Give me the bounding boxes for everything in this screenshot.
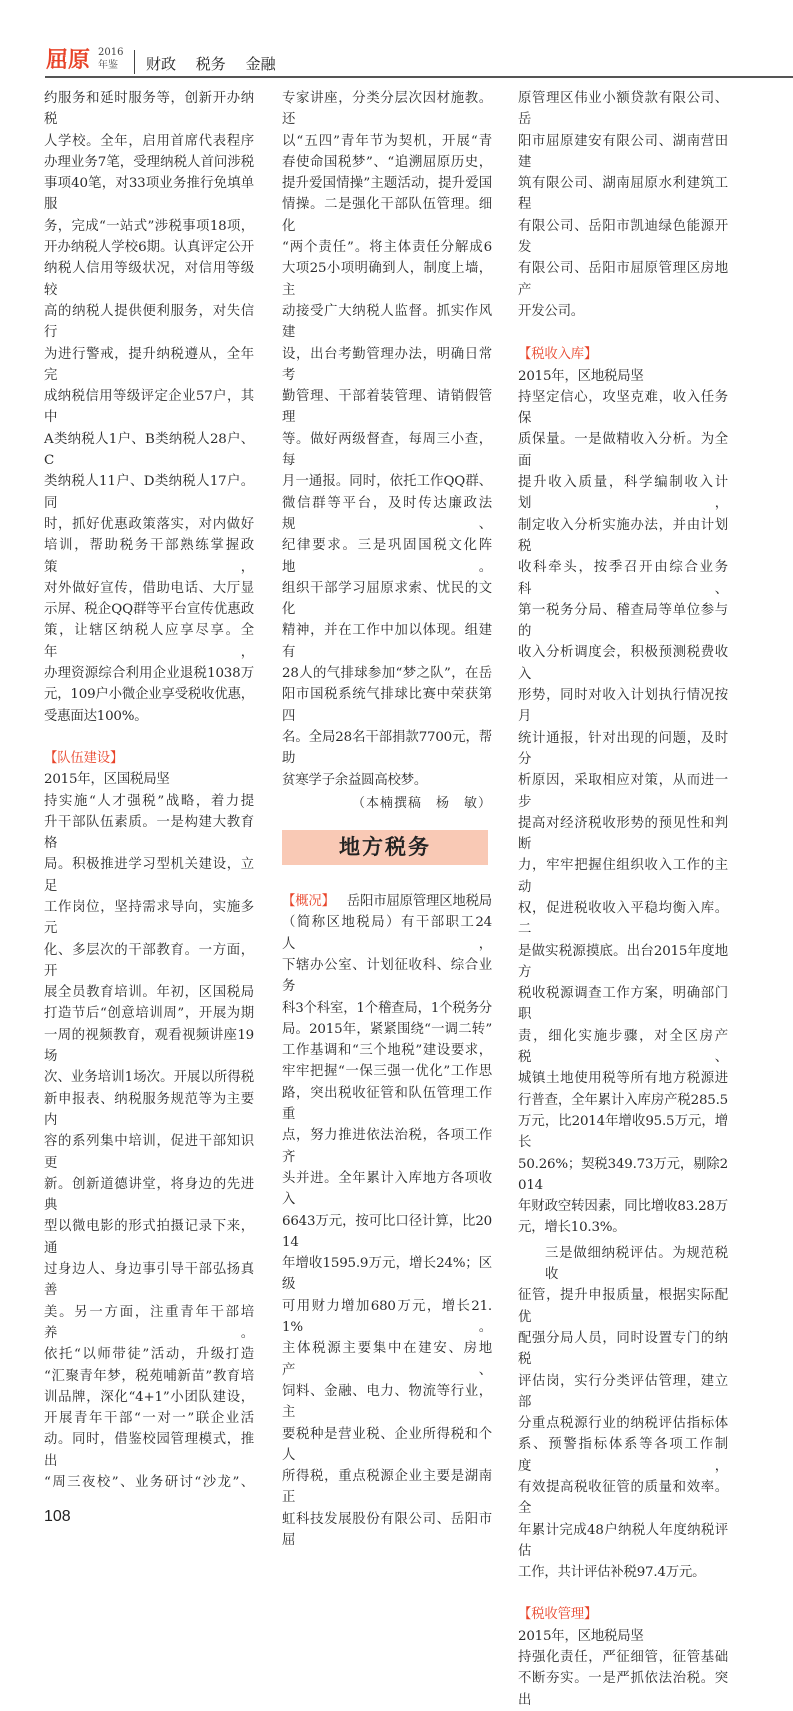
text-line — [282, 131, 492, 152]
line-text: 工作基调和“三个地税”建设要求， — [282, 1043, 492, 1059]
text-line — [282, 173, 492, 194]
line-text: 情操。二是强化干部队伍管理。细化 — [282, 197, 492, 234]
line-text: 为进行警戒，提升纳税遵从，全年完 — [44, 346, 254, 383]
line-text: 办理资源综合利用企业退税1038万 — [44, 666, 254, 682]
text-line — [282, 344, 492, 387]
line-text: 城镇土地使用税等所有地方税源进 — [518, 1071, 728, 1087]
line-text: 打造节后“创意培训周”，开展为期 — [44, 1006, 254, 1022]
text-line — [44, 1429, 254, 1472]
line-text: 点，努力推进依法治税，各项工作齐 — [282, 1128, 492, 1165]
line-text: 纪律要求。三是巩固国税文化阵地。 — [282, 538, 492, 575]
line-text: 有限公司、岳阳市凯迪绿色能源开发 — [518, 218, 728, 256]
text-line — [282, 386, 492, 429]
text-line — [282, 535, 492, 578]
line-text: 制定收入分析实施办法，并由计划税 — [518, 517, 728, 554]
text-line — [518, 685, 728, 728]
line-text: 有限公司、岳阳市屈原管理区房地产 — [518, 261, 728, 298]
text-line — [44, 1472, 254, 1493]
line-text: 元，增长10.3%。 — [518, 1220, 626, 1236]
line-text: 次、业务培训1场次。开展以所得税 — [44, 1070, 254, 1086]
line-text: 2015年，区国税局坚 — [44, 772, 170, 788]
line-text: 评估岗，实行分类评估管理，建立部 — [518, 1373, 728, 1410]
page-number: 108 — [44, 1508, 71, 1526]
logo-text: 屈原 — [46, 48, 91, 73]
text-line — [44, 854, 254, 897]
line-text: 事项40笔，对33项业务推行免填单服 — [44, 176, 254, 213]
line-text: （简称区地税局）有干部职工24人， — [282, 915, 492, 952]
line-text: 岳阳市屈原管理区地税局 — [346, 894, 492, 910]
line-text: 6643万元，按可比口径计算，比2014 — [282, 1213, 492, 1250]
line-text: 工作，共计评估补税97.4万元。 — [518, 1565, 706, 1581]
text-line — [282, 663, 492, 684]
paragraph-tax-assessment — [518, 1243, 728, 1584]
line-text: 科3个科室，1个稽查局，1个税务分 — [282, 1000, 492, 1016]
text-line — [282, 301, 492, 344]
text-line — [282, 727, 492, 770]
line-text: 税收税源调查工作方案，明确部门职 — [518, 986, 728, 1023]
line-text: 微信群等平台，及时传达廉政法规、 — [282, 495, 492, 532]
line-text: 阳市国税系统气排球比赛中荣获第四 — [282, 687, 492, 724]
section-finance: 财政 — [146, 55, 177, 73]
text-line — [282, 471, 492, 492]
text-line — [282, 429, 492, 472]
line-text: 开办纳税人学校6期。认真评定公开 — [44, 240, 254, 256]
line-text: 策，让辖区纳税人应享尽享。全年， — [44, 623, 254, 660]
line-text: 升干部队伍素质。一是构建大教育格 — [44, 814, 254, 852]
line-text: 原管理区伟业小额贷款有限公司、岳 — [518, 91, 728, 128]
text-line — [518, 1090, 728, 1111]
text-line — [518, 1477, 728, 1520]
yearbook-logo — [46, 47, 124, 75]
text-line — [44, 940, 254, 983]
section-banking: 金融 — [245, 55, 276, 73]
text-line — [518, 600, 728, 643]
line-text: 不断夯实。一是严抓依法治税。突出 — [518, 1671, 728, 1708]
text-line — [518, 258, 728, 301]
line-text: 局。2015年，紧紧围绕“一调二转” — [282, 1021, 492, 1037]
line-text: 持强化责任，严征细管，征管基础 — [518, 1650, 728, 1666]
text-line — [44, 1408, 254, 1429]
line-text: 容的系列集中培训，促进干部知识更 — [44, 1134, 254, 1171]
paragraph-overview — [282, 891, 492, 1551]
line-text: 持坚定信心，攻坚克难，收入任务保 — [518, 389, 728, 427]
text-line — [44, 663, 254, 684]
paragraph-tax-management — [518, 1604, 728, 1710]
text-line — [282, 1040, 492, 1061]
text-line — [518, 813, 728, 856]
text-line — [44, 1387, 254, 1408]
line-text: 形势，同时对收入计划执行情况按月 — [518, 688, 728, 725]
paragraph-team-building — [44, 748, 254, 1493]
line-text: 28人的气排球参加“梦之队”，在岳 — [282, 666, 492, 682]
line-text: 贫寒学子余益圆高校梦。 — [282, 772, 428, 788]
text-line — [282, 1083, 492, 1126]
text-line — [518, 344, 728, 387]
text-line — [282, 1253, 492, 1296]
text-line — [282, 1338, 492, 1381]
text-line — [518, 728, 728, 771]
text-line — [282, 237, 492, 258]
line-text: 是做实税源摸底。出台2015年度地方 — [518, 943, 728, 980]
line-text: 提高对经济税收形势的预见性和判断 — [518, 815, 728, 853]
text-line — [282, 1509, 492, 1552]
column-2 — [282, 88, 492, 1551]
text-line — [44, 344, 254, 387]
text-line — [44, 535, 254, 578]
line-text: 春使命国税梦”、“追溯屈原历史， — [282, 154, 492, 170]
text-line — [44, 1025, 254, 1068]
text-line — [44, 216, 254, 237]
paragraph-heading: 【税收入库】 — [518, 347, 598, 363]
paragraph — [44, 88, 254, 727]
text-line — [44, 1131, 254, 1174]
text-line — [518, 472, 728, 515]
text-line — [518, 770, 728, 813]
line-text: 精神，并在工作中加以体现。组建有 — [282, 623, 492, 660]
line-text: 以“五四”青年节为契机，开展“青 — [282, 133, 492, 149]
line-text: 三是做细纳税评估。为规范税收 — [545, 1245, 728, 1283]
text-line — [518, 898, 728, 941]
text-line — [518, 1068, 728, 1089]
line-text: 约服务和延时服务等，创新开办纳税 — [44, 91, 254, 128]
line-text: 路，突出税收征管和队伍管理工作重 — [282, 1085, 492, 1123]
text-line — [518, 642, 728, 685]
line-text: 类纳税人11户、D类纳税人17户。同 — [44, 474, 254, 511]
line-text: 主体税源主要集中在建安、房地产、 — [282, 1341, 492, 1378]
text-line — [518, 301, 728, 322]
line-text: 提升收入质量，科学编制收入计划， — [518, 475, 728, 512]
paragraph-heading: 【概况】 — [282, 894, 335, 910]
text-line — [518, 983, 728, 1026]
text-line — [518, 1413, 728, 1434]
line-text: 质保量。一是做精收入分析。为全面 — [518, 432, 728, 469]
line-text: 牢牢把握“一保三强一优化”工作思 — [282, 1064, 492, 1080]
line-text: 征管，提升申报质量，根据实际配优 — [518, 1288, 728, 1325]
line-text: 责，细化实施步骤，对全区房产税、 — [518, 1028, 728, 1066]
line-text: 分重点税源行业的纳税评估指标体 — [518, 1416, 728, 1432]
text-line — [282, 152, 492, 173]
text-line — [282, 891, 492, 912]
line-text: 等。做好两级督查，每周三小查，每 — [282, 431, 492, 469]
line-text: 行普查，全年累计入库房产税285.5 — [518, 1092, 728, 1108]
line-text: 依托“以师带徒”活动，升级打造 — [44, 1347, 254, 1363]
line-text: 头并进。全年累计入库地方各项收入 — [282, 1170, 492, 1208]
line-text: 务，完成“一站式”涉税事项18项， — [44, 218, 254, 234]
line-text: 受惠面达100%。 — [44, 708, 148, 724]
line-text: 统计通报，针对出现的问题，及时分 — [518, 730, 728, 767]
line-text: 提升爱国情操”主题活动，提升爱国 — [282, 176, 492, 192]
text-line — [518, 515, 728, 558]
line-text: 力，牢牢把握住组织收入工作的主动 — [518, 858, 728, 895]
logo-year: 2016 — [98, 47, 124, 58]
text-line — [518, 1154, 728, 1197]
text-line — [282, 258, 492, 301]
line-text: 组织干部学习屈原求索、忧民的文化 — [282, 580, 492, 618]
line-text: 权，促进税收收入平稳均衡入库。二 — [518, 900, 728, 938]
line-text: 饲料、金融、电力、物流等行业，主 — [282, 1383, 492, 1421]
line-text: 系、预警指标体系等各项工作制度， — [518, 1437, 728, 1474]
line-text: 元，109户小微企业享受税收优惠， — [44, 687, 254, 703]
line-text: 局。积极推进学习型机关建设，立足 — [44, 857, 254, 894]
line-text: 月一通报。同时，依托工作QQ群、 — [282, 474, 492, 490]
line-text: 勤管理、干部着装管理、请销假管理 — [282, 389, 492, 426]
column-3 — [518, 88, 728, 1711]
line-text: 训品牌，深化“4+1”小团队建设， — [44, 1389, 254, 1405]
text-line — [282, 1381, 492, 1424]
paragraph-tax-revenue — [518, 344, 728, 1238]
text-line — [282, 770, 492, 791]
text-line — [44, 88, 254, 131]
logo-meta — [98, 47, 128, 72]
text-line — [518, 216, 728, 259]
line-text: 美。另一方面，注重青年干部培养。 — [44, 1304, 254, 1341]
line-text: 析原因，采取相应对策，从而进一步 — [518, 773, 728, 810]
line-text: 过身边人、身边事引导干部弘扬真善 — [44, 1262, 254, 1299]
line-text: 开发公司。 — [518, 303, 584, 319]
line-text: 培训，帮助税务干部熟练掌握政策， — [44, 538, 254, 575]
text-line — [44, 1003, 254, 1024]
text-line — [44, 258, 254, 301]
line-text: 所得税，重点税源企业主要是湖南正 — [282, 1469, 492, 1506]
author-signature: （本楠撰稿 杨 敏） — [351, 795, 492, 811]
text-line — [518, 941, 728, 984]
line-text: 年财政空转因素，同比增收83.28万 — [518, 1199, 728, 1215]
text-line — [282, 88, 492, 131]
text-line — [44, 1089, 254, 1132]
text-line — [282, 1019, 492, 1040]
line-text: 动接受广大纳税人监督。抓实作风建 — [282, 303, 492, 341]
text-line — [282, 1061, 492, 1082]
text-line — [282, 620, 492, 663]
header-rule — [45, 76, 793, 78]
line-text: 2015年，区地税局坚 — [518, 368, 644, 384]
text-line — [518, 1196, 728, 1217]
line-text: 高的纳税人提供便利服务，对失信行 — [44, 303, 254, 341]
text-line — [518, 131, 728, 174]
line-text: 万元，比2014年增收95.5万元，增长 — [518, 1113, 728, 1151]
line-text: A类纳税人1户、B类纳税人28户、C — [44, 431, 254, 469]
text-line — [518, 1285, 728, 1328]
text-line — [44, 1366, 254, 1387]
text-line — [282, 955, 492, 998]
line-text: “周三夜校”、业务研讨“沙龙”、 — [44, 1475, 254, 1490]
line-text: 动。同时，借鉴校园管理模式，推出 — [44, 1432, 254, 1469]
line-text: 纳税人信用等级状况，对信用等级较 — [44, 261, 254, 298]
text-line — [518, 1111, 728, 1154]
text-line — [44, 748, 254, 791]
text-line — [44, 620, 254, 663]
text-line — [518, 855, 728, 898]
text-line — [44, 1174, 254, 1217]
text-line — [44, 791, 254, 812]
line-text: 下辖办公室、计划征收科、综合业务 — [282, 957, 492, 995]
text-line — [282, 493, 492, 536]
section-breadcrumb — [146, 53, 291, 74]
line-text: 50.26%；契税349.73万元，剔除2014 — [518, 1156, 728, 1193]
line-text: 名。全局28名干部捐款7700元，帮助 — [282, 729, 492, 767]
text-line — [518, 1328, 728, 1371]
text-line — [282, 194, 492, 237]
text-line — [282, 1296, 492, 1339]
text-line — [282, 1125, 492, 1168]
text-line — [282, 684, 492, 727]
text-line — [44, 1344, 254, 1365]
line-text: 筑有限公司、湖南屈原水利建筑工程 — [518, 176, 728, 213]
line-text: 开展青年干部“一对一”联企业活 — [44, 1411, 254, 1427]
text-line — [44, 301, 254, 344]
text-line — [44, 897, 254, 940]
text-line — [44, 684, 254, 705]
text-line — [44, 152, 254, 173]
text-line — [44, 1216, 254, 1259]
text-line — [44, 1067, 254, 1088]
line-text: 年增收1595.9万元，增长24%；区级 — [282, 1256, 492, 1293]
line-text: 专家讲座，分类分层次因材施教。还 — [282, 91, 492, 128]
line-text: 化、多层次的干部教育。一方面，开 — [44, 942, 254, 979]
line-text: 大项25小项明确到人，制度上墙，主 — [282, 261, 492, 298]
line-text: 年累计完成48户纳税人年度纳税评估 — [518, 1522, 728, 1559]
section-taxation: 税务 — [195, 55, 226, 73]
line-text: 持实施“人才强税”战略，着力提 — [44, 793, 254, 809]
text-line — [44, 471, 254, 514]
line-text: 收科牵头，按季召开由综合业务科、 — [518, 560, 728, 597]
logo-suffix: 年鉴 — [98, 60, 118, 71]
text-line — [518, 387, 728, 430]
text-line — [518, 1217, 728, 1238]
line-text: 第一税务分局、稽查局等单位参与的 — [518, 602, 728, 640]
text-line — [44, 599, 254, 620]
line-text: 2015年，区地税局坚 — [518, 1628, 644, 1644]
text-line — [282, 1211, 492, 1254]
line-text: 新。创新道德讲堂，将身边的先进典 — [44, 1176, 254, 1214]
text-line — [518, 1668, 728, 1711]
text-line — [44, 812, 254, 855]
text-line — [282, 1466, 492, 1509]
line-text: 收入分析调度会，积极预测税费收入 — [518, 645, 728, 682]
text-line — [518, 1647, 728, 1668]
text-line — [44, 1259, 254, 1302]
text-line — [518, 557, 728, 600]
line-text: 展全员教育培训。年初，区国税局 — [44, 985, 254, 1001]
line-text: 工作岗位，坚持需求导向，实施多元 — [44, 899, 254, 937]
line-text: 可用财力增加680万元，增长21.1%。 — [282, 1298, 492, 1336]
line-text: “两个责任”。将主体责任分解成6 — [282, 240, 492, 256]
line-text: 设，出台考勤管理办法，明确日常考 — [282, 346, 492, 383]
text-line — [518, 1434, 728, 1477]
text-line — [44, 131, 254, 152]
paragraph — [282, 88, 492, 791]
text-line — [282, 1424, 492, 1467]
paragraph-heading: 【队伍建设】 — [44, 750, 124, 766]
line-text: 虹科技发展股份有限公司、岳阳市屈 — [282, 1511, 492, 1548]
text-line — [518, 173, 728, 216]
line-text: 新申报表、纳税服务规范等为主要内 — [44, 1091, 254, 1128]
line-text: 型以微电影的形式拍摄记录下来，通 — [44, 1219, 254, 1256]
text-line — [518, 1243, 728, 1286]
line-text: 配强分局人员，同时设置专门的纳税 — [518, 1330, 728, 1368]
text-line — [282, 1168, 492, 1211]
text-line — [44, 578, 254, 599]
text-line — [44, 706, 254, 727]
column-1 — [44, 88, 254, 1527]
line-text: 办理业务7笔，受理纳税人首问涉税 — [44, 154, 254, 170]
text-line — [518, 1604, 728, 1647]
line-text: 示屏、税企QQ群等平台宣传优惠政 — [44, 602, 254, 618]
paragraph-heading: 【税收管理】 — [518, 1607, 598, 1623]
text-line — [518, 1026, 728, 1069]
text-line — [518, 429, 728, 472]
text-line — [518, 1371, 728, 1414]
line-text: 时，抓好优惠政策落实，对内做好 — [44, 516, 254, 532]
text-line — [44, 982, 254, 1003]
text-line — [44, 429, 254, 472]
text-line — [518, 1562, 728, 1583]
text-line — [44, 386, 254, 429]
line-text: 阳市屈原建安有限公司、湖南营田建 — [518, 133, 728, 170]
line-text: 有效提高税收征管的质量和效率。全 — [518, 1480, 728, 1517]
section-title-banner: 地方税务 — [282, 830, 488, 865]
line-text: 要税种是营业税、企业所得税和个人 — [282, 1426, 492, 1463]
text-line — [44, 237, 254, 258]
text-line — [282, 578, 492, 621]
text-line — [44, 173, 254, 216]
line-text: 对外做好宣传，借助电话、大厅显 — [44, 580, 254, 596]
line-text: 一周的视频教育，观看视频讲座19场 — [44, 1027, 254, 1065]
line-text: 成纳税信用等级评定企业57户，其中 — [44, 389, 254, 426]
text-line — [44, 514, 254, 535]
text-line — [282, 998, 492, 1019]
header-divider — [134, 50, 135, 74]
paragraph — [518, 88, 728, 322]
line-text: 人学校。全年，启用首席代表程序 — [44, 133, 254, 149]
text-line — [282, 912, 492, 955]
text-line — [518, 88, 728, 131]
text-line — [44, 1302, 254, 1345]
text-line — [518, 1520, 728, 1563]
line-text: “汇聚青年梦，税苑哺新苗”教育培 — [44, 1368, 254, 1384]
